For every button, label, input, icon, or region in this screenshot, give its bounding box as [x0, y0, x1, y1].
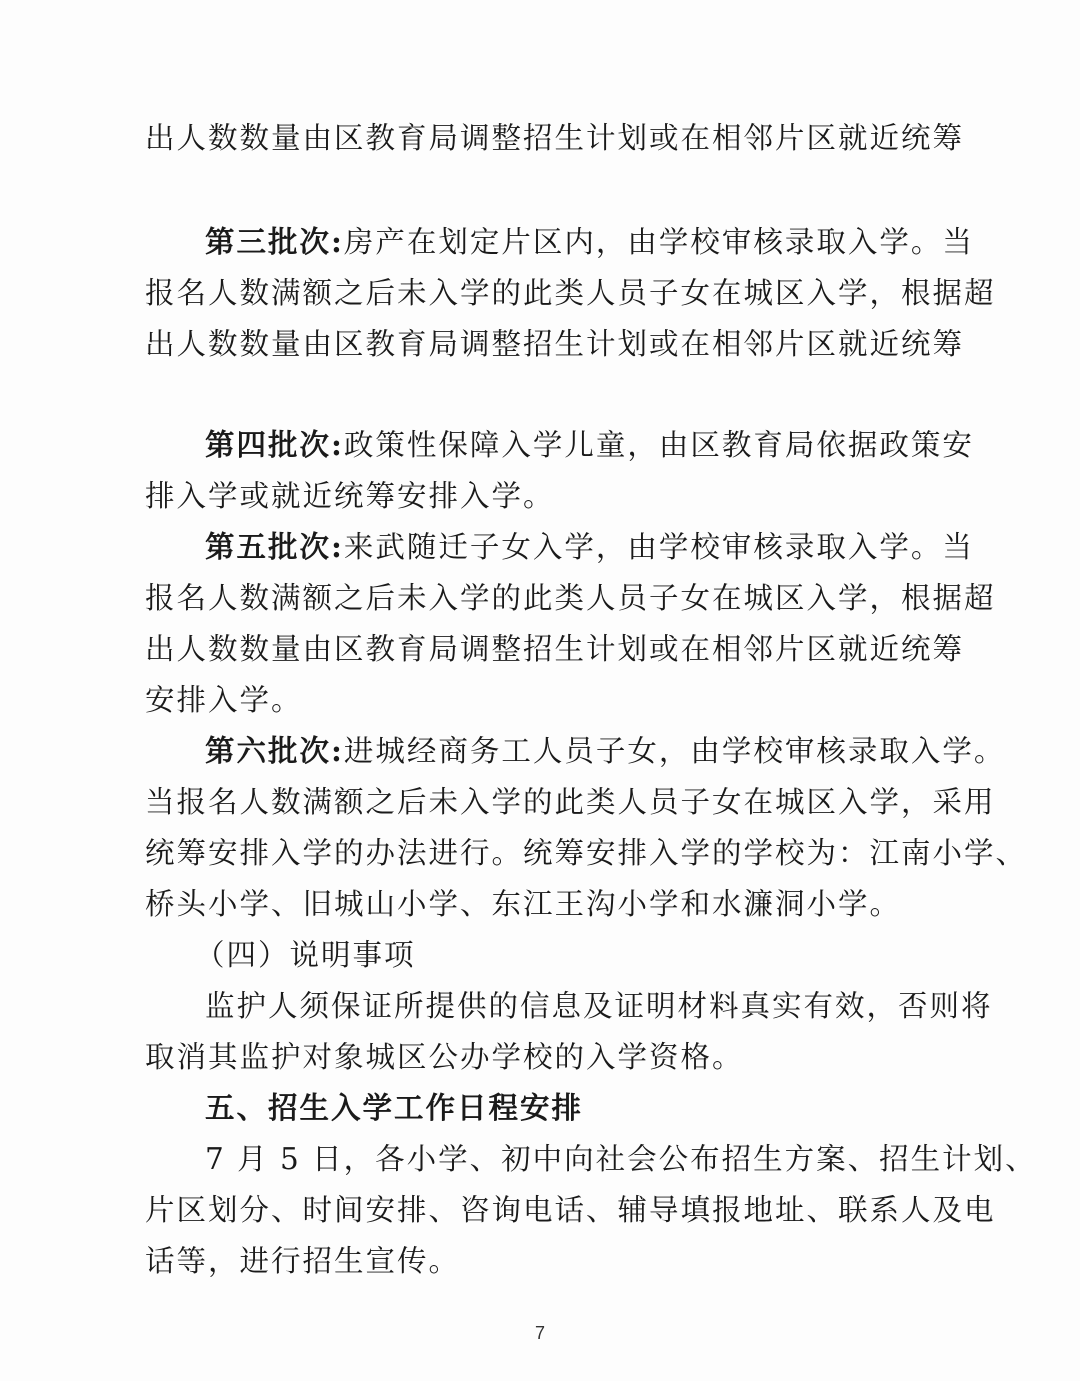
text-line: 出人数数量由区教育局调整招生计划或在相邻片区就近统筹 — [145, 121, 965, 155]
batch4-text: 政策性保障入学儿童，由区教育局依据政策安 — [343, 428, 974, 462]
batch5-line3: 出人数数量由区教育局调整招生计划或在相邻片区就近统筹 — [145, 632, 965, 666]
section5-line1: 7 月 5 日，各小学、初中向社会公布招生方案、招生计划、 — [205, 1142, 1037, 1176]
section4-heading: （四）说明事项 — [195, 938, 416, 972]
batch5-line4: 安排入学。 — [145, 683, 303, 717]
batch6-text: 进城经商务工人员子女，由学校审核录取入学。 — [343, 734, 1006, 768]
batch6-line4: 桥头小学、旧城山小学、东江王沟小学和水濂洞小学。 — [145, 887, 902, 921]
batch3-line1 — [205, 222, 974, 262]
section5-line3: 话等，进行招生宣传。 — [145, 1244, 461, 1278]
batch4-line1 — [205, 425, 974, 465]
section5-heading: 五、招生入学工作日程安排 — [205, 1091, 584, 1125]
batch5-text: 来武随迁子女入学，由学校审核录取入学。当 — [343, 530, 974, 564]
batch3-text: 房产在划定片区内，由学校审核录取入学。当 — [343, 225, 974, 259]
batch5-line2: 报名人数满额之后未入学的此类人员子女在城区入学，根据超 — [145, 581, 996, 615]
section4-line2: 取消其监护对象城区公办学校的入学资格。 — [145, 1040, 744, 1074]
section4-line1: 监护人须保证所提供的信息及证明材料真实有效，否则将 — [205, 989, 993, 1023]
batch4-label: 第四批次: — [205, 427, 344, 462]
page-number: 7 — [534, 1323, 545, 1343]
batch3-line3: 出人数数量由区教育局调整招生计划或在相邻片区就近统筹 — [145, 327, 965, 361]
section5-line2: 片区划分、时间安排、咨询电话、辅导填报地址、联系人及电 — [145, 1193, 996, 1227]
batch6-line2: 当报名人数满额之后未入学的此类人员子女在城区入学，采用 — [145, 785, 996, 819]
batch3-label: 第三批次: — [205, 224, 344, 259]
batch6-label: 第六批次: — [205, 733, 344, 768]
batch6-line1 — [205, 731, 1006, 771]
batch4-line2: 排入学或就近统筹安排入学。 — [145, 479, 555, 513]
batch6-line3: 统筹安排入学的办法进行。统筹安排入学的学校为：江南小学、 — [145, 836, 1028, 870]
batch3-line2: 报名人数满额之后未入学的此类人员子女在城区入学，根据超 — [145, 276, 996, 310]
batch5-label: 第五批次: — [205, 529, 344, 564]
batch5-line1 — [205, 527, 974, 567]
